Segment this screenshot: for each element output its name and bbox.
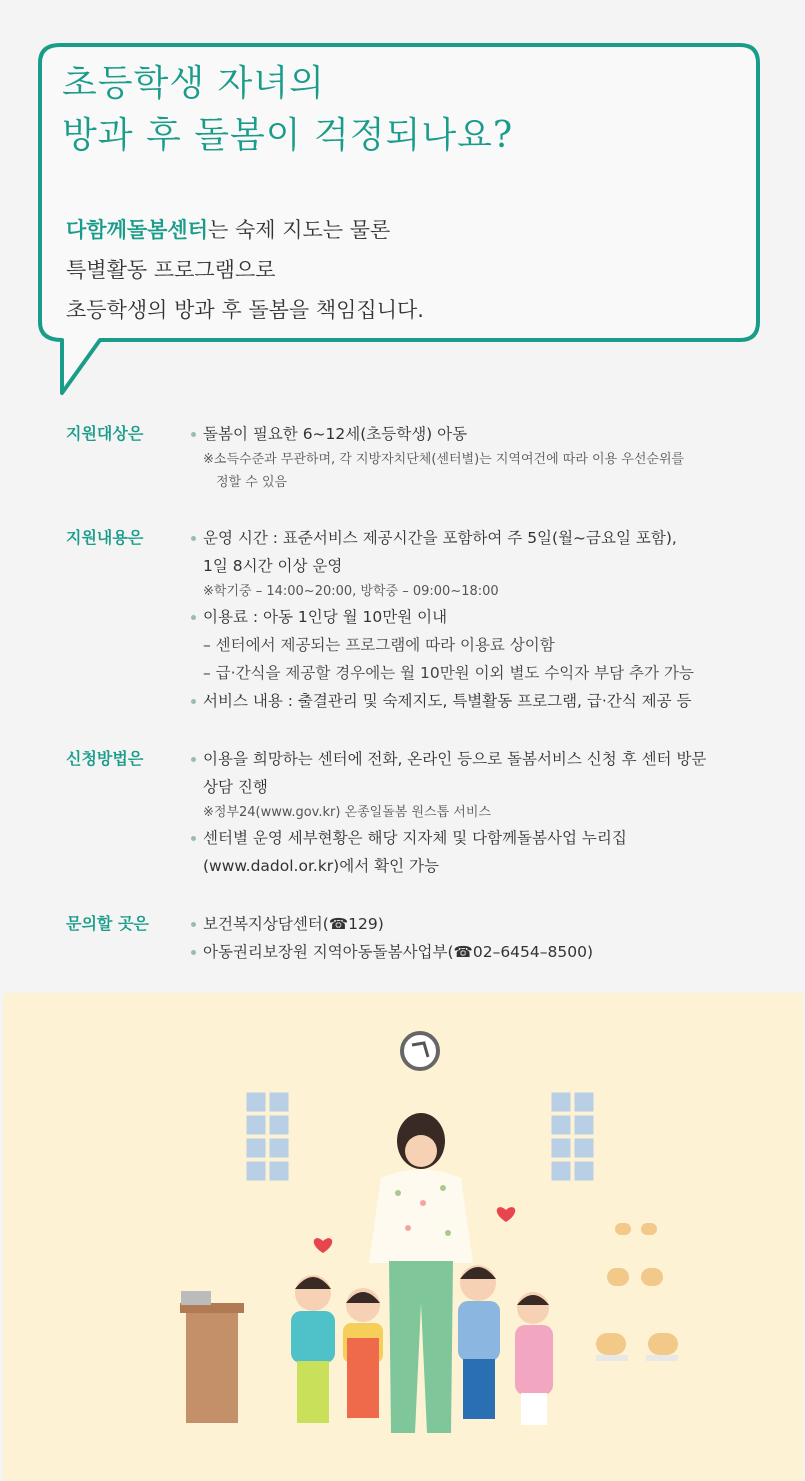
classroom-illustration xyxy=(3,993,803,1481)
headline-line-2: 방과 후 돌봄이 걱정되나요? xyxy=(62,115,514,156)
section-label: 지원대상은 xyxy=(66,424,144,443)
bullet-item: 이용료 : 아동 1인당 월 10만원 이내 xyxy=(190,603,786,631)
bullet-item: 센터별 운영 세부현황은 해당 지자체 및 다함께돌봄사업 누리집 xyxy=(190,824,786,852)
child-figure-3 xyxy=(458,1265,500,1419)
lead-line-2: 특별활동 프로그램으로 xyxy=(66,258,276,282)
window-left-icon xyxy=(245,1091,290,1182)
note: 정할 수 있음 xyxy=(216,475,288,490)
bullet-continuation: 1일 8시간 이상 운영 xyxy=(203,557,343,575)
bullet-continuation: 상담 진행 xyxy=(203,778,268,796)
lead-line-1: 다함께돌봄센터는 숙제 지도는 물론 xyxy=(66,218,391,242)
child-figure-1 xyxy=(291,1275,335,1423)
headline xyxy=(62,58,513,162)
bullet-continuation: (www.dadol.or.kr)에서 확인 가능 xyxy=(203,857,439,875)
bullet-item: 운영 시간 : 표준서비스 제공시간을 포함하여 주 5일(월~금요일 포함), xyxy=(190,524,786,552)
section-label: 지원내용은 xyxy=(66,528,144,547)
brand-name: 다함께돌봄센터 xyxy=(66,218,209,242)
window-right-icon xyxy=(550,1091,595,1182)
podium-icon xyxy=(180,1291,244,1423)
child-figure-2 xyxy=(343,1288,383,1418)
section-target xyxy=(66,420,786,494)
info-section xyxy=(66,420,786,996)
section-content xyxy=(66,524,786,715)
bullet-item: 이용을 희망하는 센터에 전화, 온라인 등으로 돌봄서비스 신청 후 센터 방문 xyxy=(190,745,786,773)
note: ※정부24(www.gov.kr) 온종일돌봄 원스톱 서비스 xyxy=(203,805,491,820)
section-label: 신청방법은 xyxy=(66,749,144,768)
bullet-item: 서비스 내용 : 출결관리 및 숙제지도, 특별활동 프로그램, 급·간식 제공 등 xyxy=(190,687,786,715)
bullet-item: 보건복지상담센터(☎129) xyxy=(190,910,786,938)
note: ※소득수준과 무관하며, 각 지방자치단체(센터별)는 지역여건에 따라 이용 우선순위를 xyxy=(203,452,685,467)
headline-line-1: 초등학생 자녀의 xyxy=(62,63,325,104)
lead-text xyxy=(66,210,424,330)
dash-item: – 센터에서 제공되는 프로그램에 따라 이용료 상이함 xyxy=(203,636,555,654)
note: ※학기중 – 14:00~20:00, 방학중 – 09:00~18:00 xyxy=(203,584,499,599)
bullet-item: 아동권리보장원 지역아동돌봄사업부(☎02–6454–8500) xyxy=(190,938,786,966)
section-apply xyxy=(66,745,786,880)
section-contact xyxy=(66,910,786,966)
dash-item: – 급·간식을 제공할 경우에는 월 10만원 이외 별도 수익자 부담 추가 가능 xyxy=(203,664,694,682)
lead-line-3: 초등학생의 방과 후 돌봄을 책임집니다. xyxy=(66,298,424,322)
section-label: 문의할 곳은 xyxy=(66,914,149,933)
clock-icon xyxy=(402,1033,438,1069)
bullet-item: 돌봄이 필요한 6~12세(초등학생) 아동 xyxy=(190,420,786,448)
